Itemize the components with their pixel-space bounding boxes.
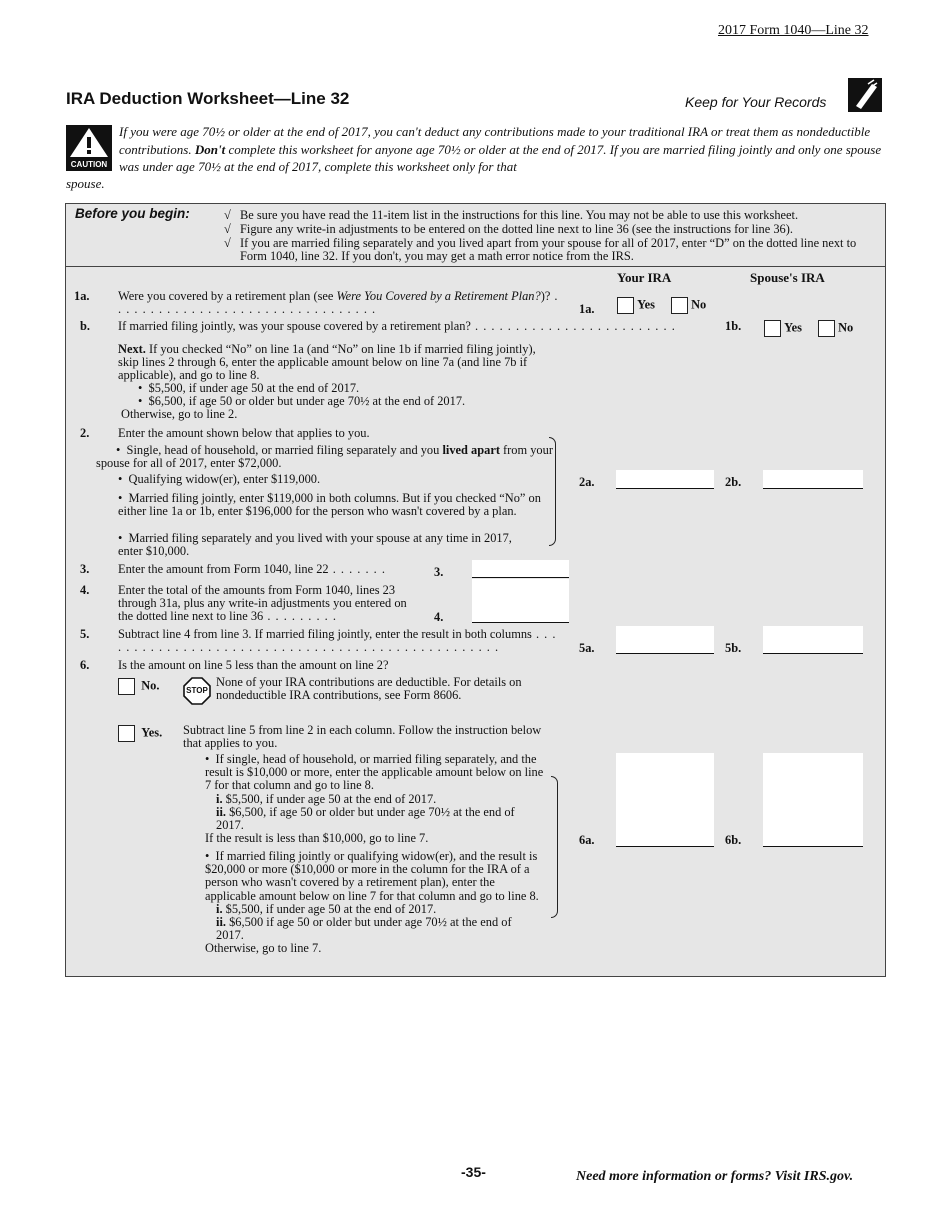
line-5b-input[interactable]	[763, 626, 863, 654]
line-6-sub-2: • If married filing jointly or qualifying widow(er), and the result is $20,000 or more ($10,000 or more in the column for the IRA of a person who wasn't covered by a retirement plan), enter the applicable amount below on line 7 for that column and go to line 8. i. $5,500, if under age 50 at the end of 2017. ii. $6,500 if age 50 or older but under age 70½ at the end of 2017. Otherwise, go to line 7.	[205, 849, 539, 956]
line-1b-ref: 1b.	[725, 319, 742, 333]
caution-text-end: spouse.	[66, 176, 105, 191]
line-6-yes-text: Subtract line 5 from line 2 in each column. Follow the instruction below that applies to you.	[183, 723, 542, 751]
line-4-input[interactable]	[472, 579, 569, 623]
line-6-number: 6.	[80, 658, 90, 672]
line-6-text: Is the amount on line 5 less than the amount on line 2?	[118, 658, 389, 672]
line-2-bullet-4: • Married filing separately and you lived with your spouse at any time in 2017, enter $10,000.	[118, 531, 512, 559]
before-item-2: √ Figure any write-in adjustments to be entered on the dotted line next to line 36 (see the instructions for line 36).	[224, 222, 793, 236]
line-1a-yes-checkbox[interactable]: Yes	[617, 297, 655, 314]
line-5-text: Subtract line 4 from line 3. If married filing jointly, enter the result in both columns . . . . . . . . . . . . . . . . . . . . . . . . . . . . . . . . . . . . . . . . . . . . . . . . . .	[118, 627, 557, 655]
caution-icon	[66, 125, 112, 171]
line-3-input[interactable]	[472, 560, 569, 578]
form-reference: 2017 Form 1040—Line 32	[718, 23, 869, 38]
next-instruction: Next. If you checked “No” on line 1a (and “No” on line 1b if married filing jointly), skip lines 2 through 6, enter the applicable amount below on line 7a (and line 7b if applicable), and go to line 8.	[118, 342, 536, 383]
line-6-yes-checkbox[interactable]: Yes.	[118, 725, 162, 742]
line-6b-input[interactable]	[763, 753, 863, 847]
caution-text: If you were age 70½ or older at the end of 2017, you can't deduct any contributions made to your traditional IRA or treat them as nondeductible contributions. Don't complete this worksheet for anyone age 70½ or older at the end of 2017. If you are married filing jointly and only one spouse was under age 70½ at the end of 2017, complete this worksheet only for that	[119, 124, 882, 174]
before-item-3: √ If you are married filing separately and you lived apart from your spouse for all of 2017, enter “D” on the dotted line next to Form 1040, line 32. If you don't, you may get a math error notice from the IRS.	[224, 236, 857, 264]
stop-label: STOP	[186, 686, 208, 695]
line-1a-ref: 1a.	[579, 302, 595, 316]
line-1b-text: If married filing jointly, was your spouse covered by a retirement plan? . . . . . . . . . . . . . . . . . . . . . . . . .	[118, 320, 676, 333]
line-1b-number: b.	[80, 319, 90, 333]
line-5a-input[interactable]	[616, 626, 714, 654]
page-number: -35-	[461, 1164, 486, 1180]
line-2-number: 2.	[80, 426, 90, 440]
pencil-icon	[848, 78, 882, 112]
line-2a-input[interactable]	[616, 470, 714, 489]
line-1b-yes-checkbox[interactable]: Yes	[764, 320, 802, 337]
keep-records-note: Keep for Your Records	[685, 94, 827, 110]
line-6-no-text: None of your IRA contributions are deductible. For details on nondeductible IRA contributions, see Form 8606.	[216, 675, 522, 703]
next-bullet-1: • $5,500, if under age 50 at the end of 2017.	[138, 381, 360, 395]
line-2b-input[interactable]	[763, 470, 863, 489]
caution-label: CAUTION	[70, 160, 108, 169]
line-2-bullet-1: • Single, head of household, or married filing separately and you lived apart from your spouse for all of 2017, enter $72,000.	[96, 443, 553, 471]
line-4-number: 4.	[80, 583, 90, 597]
line-3-number: 3.	[80, 562, 90, 576]
line-3-text: Enter the amount from Form 1040, line 22 . . . . . . .	[118, 562, 386, 576]
line-2-text: Enter the amount shown below that applies to you.	[118, 426, 370, 440]
divider	[65, 266, 886, 267]
footer-info: Need more information or forms? Visit IRS.gov.	[576, 1169, 854, 1184]
line-2a-ref: 2a.	[579, 475, 595, 489]
spouse-ira-header: Spouse's IRA	[750, 270, 825, 285]
line-2-bullet-3: • Married filing jointly, enter $119,000 in both columns. But if you checked “No” on either line 1a or 1b, enter $196,000 for the person who wasn't covered by a plan.	[118, 491, 541, 519]
next-bullet-2: • $6,500, if age 50 or older but under age 70½ at the end of 2017.	[138, 394, 466, 408]
stop-icon	[183, 677, 211, 705]
worksheet-title: IRA Deduction Worksheet—Line 32	[66, 89, 350, 108]
your-ira-header: Your IRA	[617, 270, 672, 285]
line-2-brace	[549, 437, 556, 546]
line-5-number: 5.	[80, 627, 90, 641]
line-1a-number: 1a.	[74, 289, 90, 303]
line-4-ref: 4.	[434, 610, 444, 624]
line-6-brace	[551, 776, 558, 918]
line-6-sub-1: • If single, head of household, or married filing separately, and the result is $10,000 or more, enter the applicable amount below on line 7 for that column and go to line 8. i. $5,500, if under age 50 at the end of 2017. ii. $6,500, if age 50 or older but under age 70½ at the end of 2017. If the result is less than $10,000, go to line 7.	[205, 752, 544, 846]
line-6-no-checkbox[interactable]: No.	[118, 678, 159, 695]
before-you-begin-label: Before you begin:	[75, 206, 190, 221]
line-6a-ref: 6a.	[579, 833, 595, 847]
line-5b-ref: 5b.	[725, 641, 742, 655]
line-4-text: Enter the total of the amounts from Form 1040, lines 23 through 31a, plus any write-in adjustments you entered on the dotted line next to line 36 . . . . . . . . .	[118, 583, 407, 624]
line-6a-input[interactable]	[616, 753, 714, 847]
line-6b-ref: 6b.	[725, 833, 742, 847]
line-2-bullet-2: • Qualifying widow(er), enter $119,000.	[118, 472, 321, 486]
line-2b-ref: 2b.	[725, 475, 742, 489]
line-5a-ref: 5a.	[579, 641, 595, 655]
line-1a-text: Were you covered by a retirement plan (see Were You Covered by a Retirement Plan?)? . . . . . . . . . . . . . . . . . . . . . . . . . . . . . . . . .	[118, 289, 559, 317]
next-otherwise: Otherwise, go to line 2.	[121, 407, 238, 421]
line-1a-no-checkbox[interactable]: No	[671, 297, 706, 314]
before-item-1: √ Be sure you have read the 11-item list in the instructions for this line. You may not be able to use this worksheet.	[224, 208, 799, 222]
line-1b-no-checkbox[interactable]: No	[818, 320, 853, 337]
line-3-ref: 3.	[434, 565, 444, 579]
